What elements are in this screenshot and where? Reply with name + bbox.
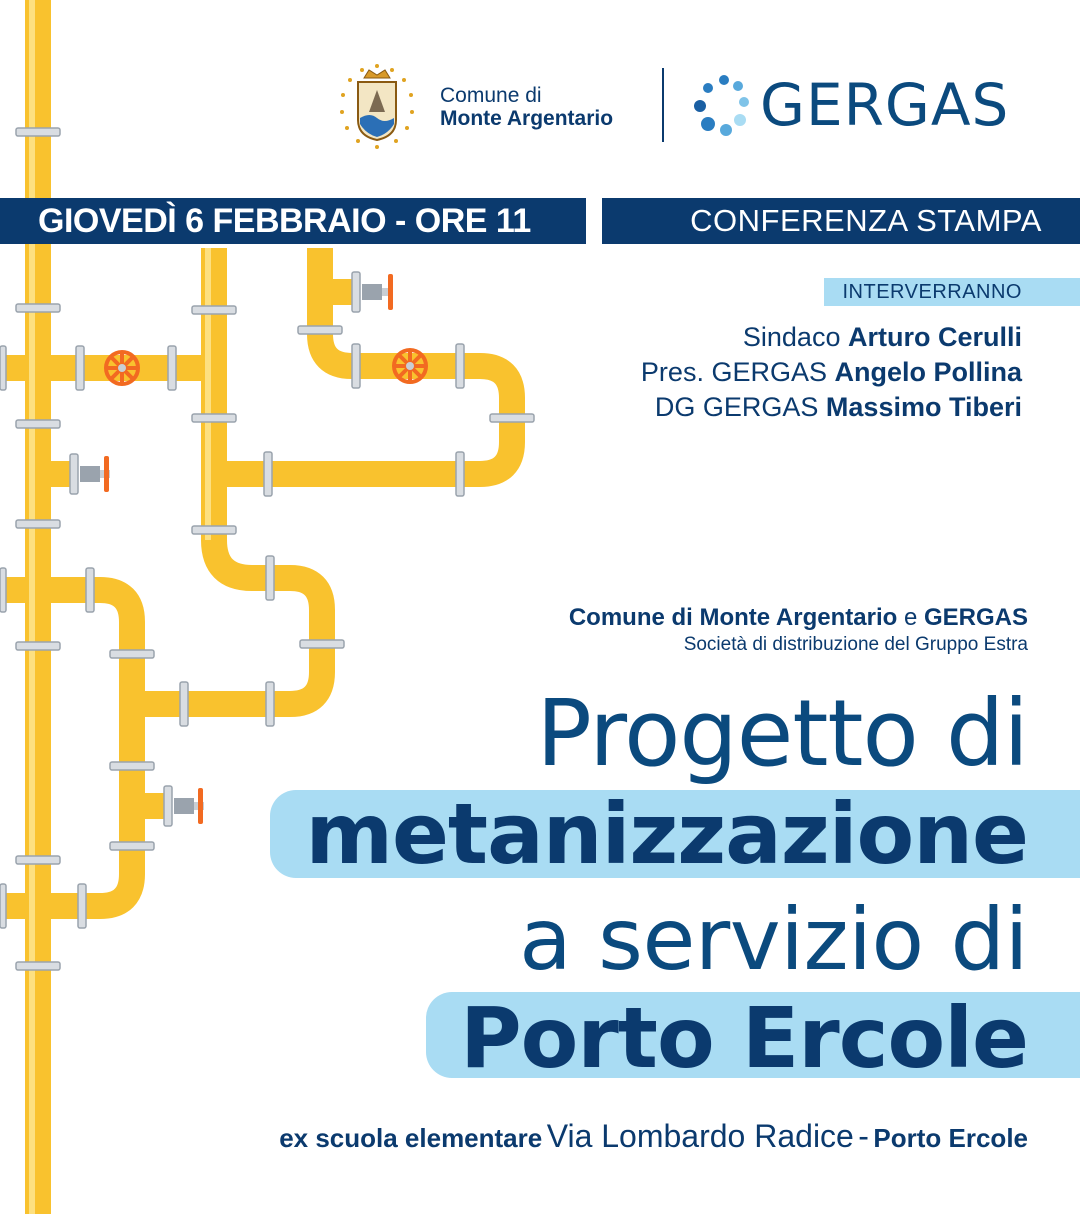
organizers: [569, 603, 1028, 657]
speaker-role: Sindaco: [742, 322, 841, 352]
speakers-list: [641, 320, 1022, 425]
title-line-3: a servizio di: [519, 890, 1028, 990]
comune-crest-logo: [336, 62, 418, 150]
speakers-heading: INTERVERRANNO: [842, 281, 1022, 303]
town: Porto Ercole: [873, 1123, 1028, 1153]
speaker-row: [641, 355, 1022, 390]
organizer-2: GERGAS: [923, 604, 1028, 631]
comune-line1: Comune di: [440, 84, 542, 107]
speaker-row: [641, 320, 1022, 355]
speaker-row: [641, 390, 1022, 425]
organizers-subtitle: Società di distribuzione del Gruppo Estra: [683, 634, 1028, 655]
organizers-conjunction: e: [903, 604, 918, 631]
speaker-name: Arturo Cerulli: [847, 322, 1022, 352]
comune-name: [440, 84, 613, 130]
event-location: [279, 1118, 1028, 1155]
title-line-1: Progetto di: [536, 680, 1028, 787]
event-date: GIOVEDÌ 6 FEBBRAIO - ORE 11: [38, 202, 531, 240]
street: Via Lombardo Radice: [546, 1118, 854, 1154]
speaker-name: Angelo Pollina: [834, 357, 1022, 387]
logo-divider: [662, 68, 664, 142]
venue: ex scuola elementare: [279, 1123, 543, 1153]
location-separator: -: [858, 1118, 869, 1154]
gergas-dots-icon: [690, 72, 750, 138]
speaker-role: Pres. GERGAS: [640, 357, 827, 387]
speaker-name: Massimo Tiberi: [825, 392, 1022, 422]
event-type: CONFERENZA STAMPA: [690, 203, 1042, 238]
comune-line2: Monte Argentario: [440, 107, 614, 130]
title-line-4: Porto Ercole: [460, 989, 1028, 1087]
organizer-1: Comune di Monte Argentario: [568, 604, 898, 631]
organizers-line: [569, 603, 1028, 633]
speaker-role: DG GERGAS: [654, 392, 819, 422]
gergas-wordmark: GERGAS: [760, 71, 1010, 139]
title-line-2: metanizzazione: [305, 785, 1028, 883]
